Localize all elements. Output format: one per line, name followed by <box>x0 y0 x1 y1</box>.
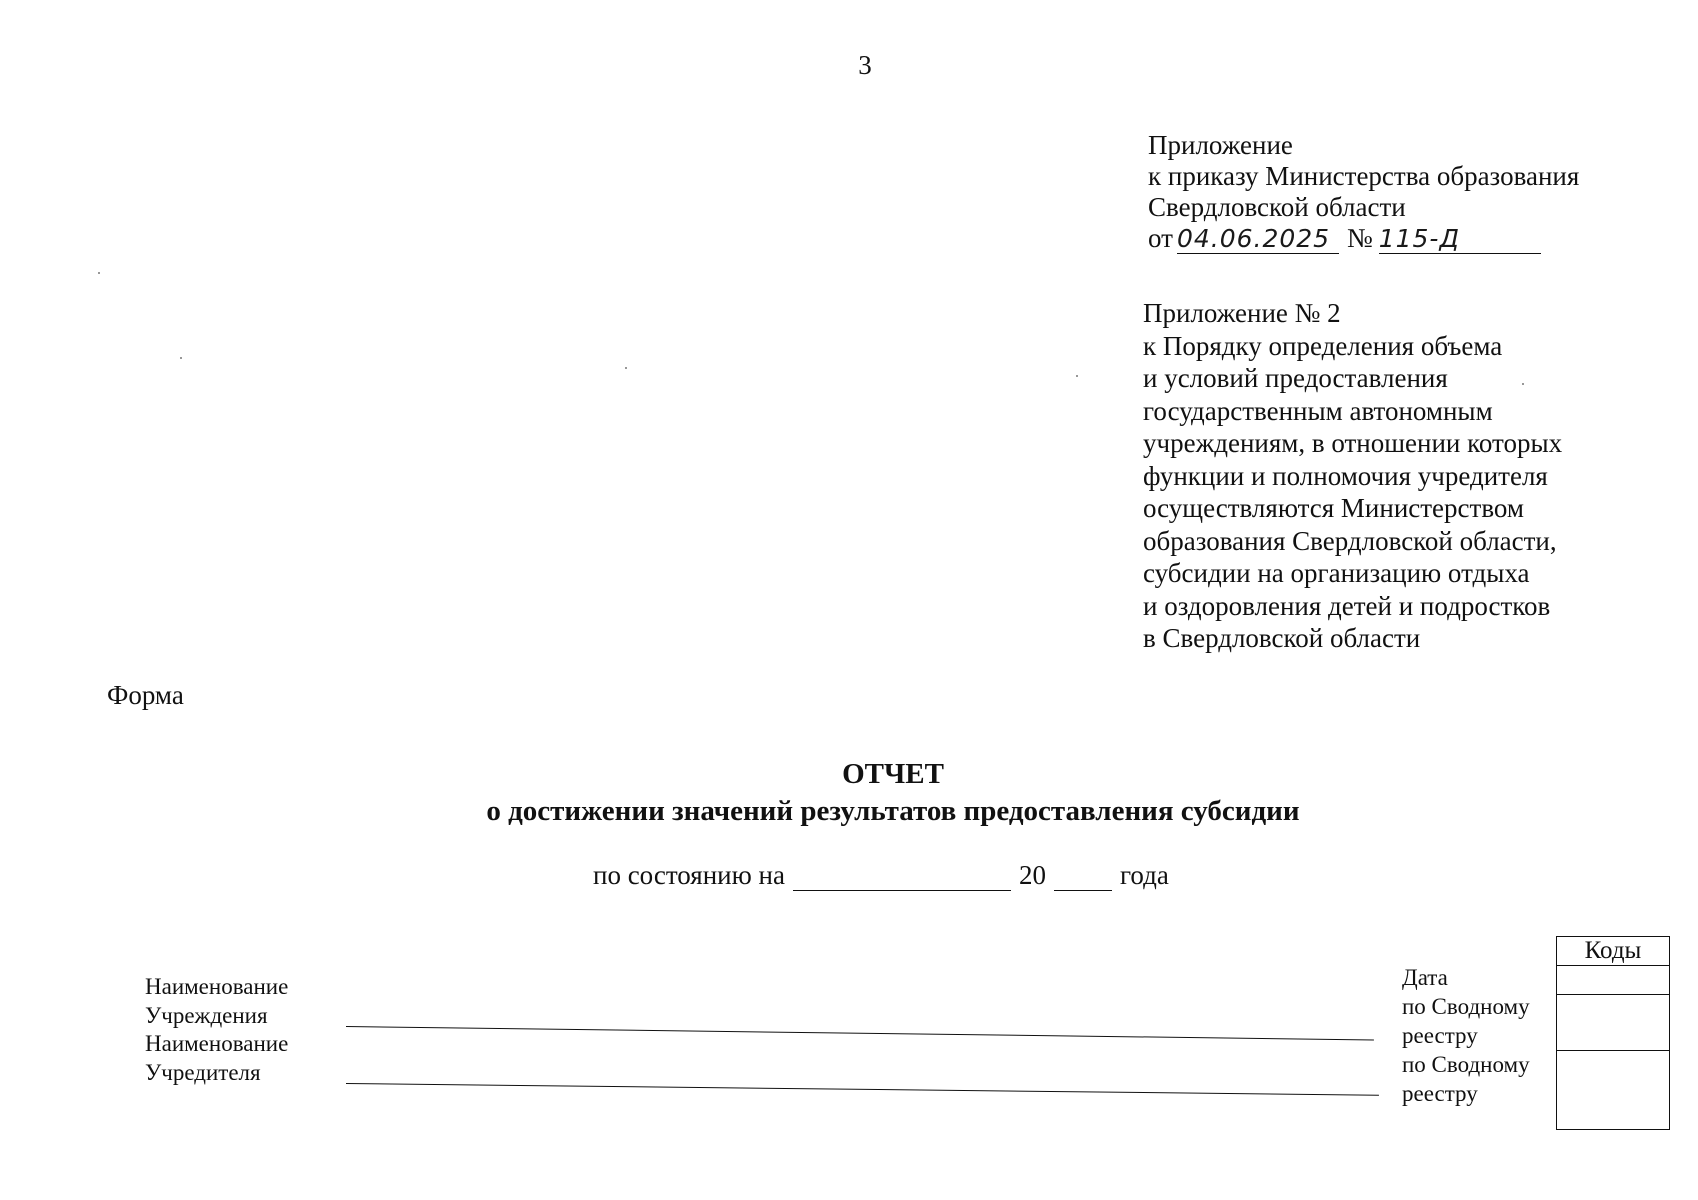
founder-label-line-2: Учредителя <box>145 1060 261 1085</box>
institution-name-field[interactable] <box>346 1026 1374 1040</box>
scan-speck <box>98 272 100 274</box>
founder-label-line-1: Наименование <box>145 1031 289 1056</box>
founder-registry-label-2: реестру <box>1402 1081 1478 1106</box>
appendix-line: функции и полномочия учредителя <box>1143 460 1548 491</box>
report-subtitle: о достижении значений результатов предоставления субсидии <box>486 795 1300 827</box>
founder-registry-label-1: по Сводному <box>1402 1052 1530 1077</box>
institution-label-line-1: Наименование <box>145 974 289 999</box>
appendix-line: осуществляются Министерством <box>1143 493 1524 523</box>
institution-registry-label-1: по Сводному <box>1402 994 1530 1019</box>
scan-speck <box>1522 383 1524 385</box>
institution-label-line-2: Учреждения <box>145 1003 268 1028</box>
from-label: от <box>1148 223 1173 253</box>
codes-header: Коды <box>1557 937 1670 966</box>
scan-speck <box>180 357 182 359</box>
handwritten-number: 115-Д <box>1379 225 1541 254</box>
approval-line-3: Свердловской области <box>1148 192 1406 222</box>
appendix-line: учреждениям, в отношении которых <box>1143 428 1563 458</box>
as-of-date-line <box>593 860 1169 891</box>
institution-registry-label-2: реестру <box>1402 1023 1478 1048</box>
founder-name-label <box>145 1029 288 1087</box>
date-code-cell[interactable] <box>1557 966 1670 995</box>
institution-registry-code-cell[interactable] <box>1557 995 1670 1051</box>
handwritten-date: 04.06.2025 <box>1177 225 1339 254</box>
date-code-label: Дата <box>1402 965 1448 990</box>
approval-reference <box>1148 130 1579 254</box>
as-of-date-blank[interactable] <box>793 866 1011 891</box>
appendix-line: Приложение № 2 <box>1143 298 1341 328</box>
appendix-reference <box>1143 297 1562 655</box>
scan-speck <box>625 367 627 369</box>
codes-labels <box>1402 963 1530 1108</box>
year-prefix: 20 <box>1018 860 1046 890</box>
number-label: № <box>1346 223 1373 253</box>
founder-name-field[interactable] <box>346 1083 1379 1096</box>
as-of-label: по состоянию на <box>593 860 785 890</box>
page-number: 3 <box>858 50 872 80</box>
approval-line-1: Приложение <box>1148 130 1293 160</box>
form-label: Форма <box>107 680 184 710</box>
year-suffix: года <box>1119 860 1169 890</box>
appendix-line: в Свердловской области <box>1143 623 1421 653</box>
approval-date-line <box>1148 223 1579 254</box>
appendix-line: и условий предоставления <box>1143 363 1448 393</box>
appendix-line: образования Свердловской области, <box>1143 525 1557 556</box>
founder-registry-code-cell[interactable] <box>1557 1051 1670 1130</box>
report-title: ОТЧЕТ <box>842 758 944 790</box>
institution-name-label <box>145 972 288 1030</box>
appendix-line: субсидии на организацию отдыха <box>1143 558 1530 588</box>
appendix-line: государственным автономным <box>1143 395 1493 426</box>
appendix-line: к Порядку определения объема <box>1143 330 1503 361</box>
approval-line-2: к приказу Министерства образования <box>1148 161 1580 191</box>
codes-table <box>1556 936 1670 1130</box>
scan-speck <box>1076 375 1078 377</box>
appendix-line: и оздоровления детей и подростков <box>1143 590 1551 621</box>
year-blank[interactable] <box>1054 866 1112 891</box>
